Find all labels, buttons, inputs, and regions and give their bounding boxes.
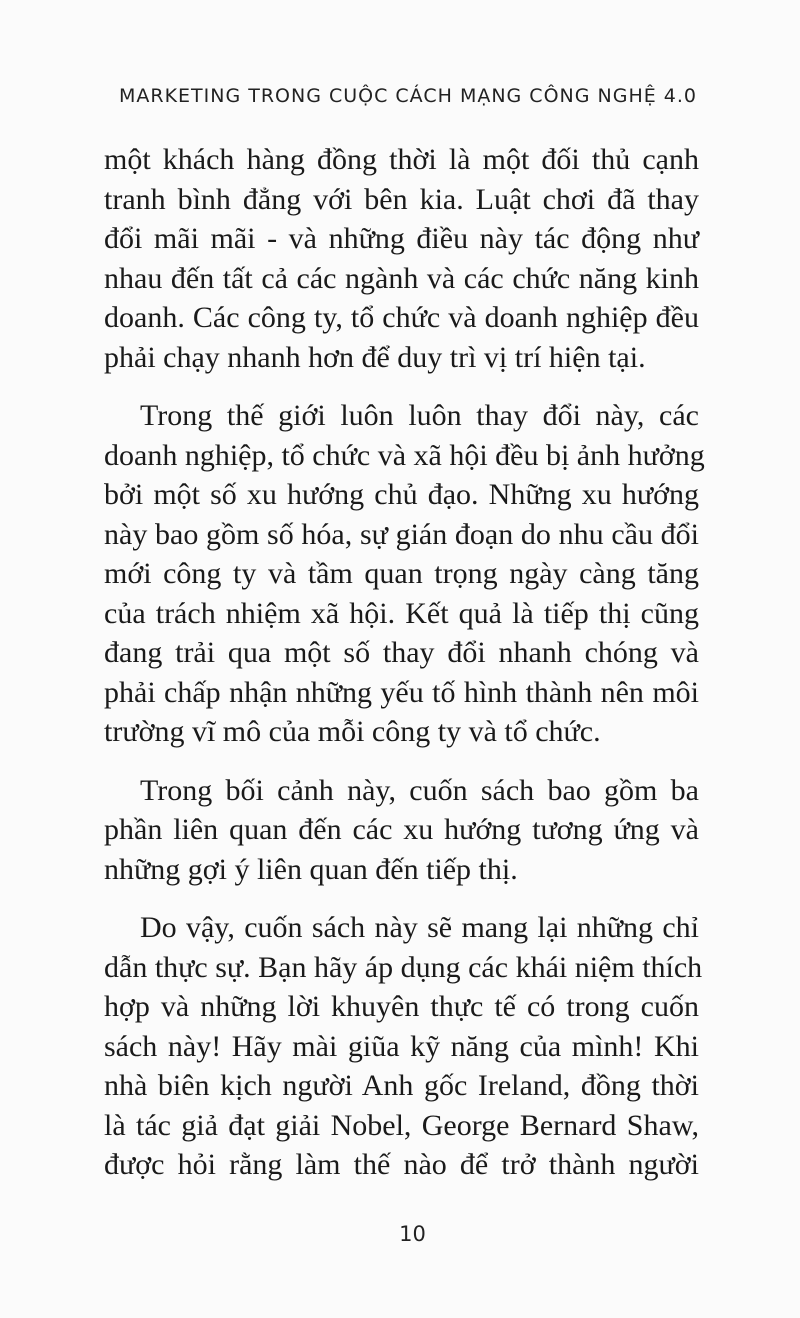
- text-line: phải chấp nhận những yếu tố hình thành nên môi: [104, 675, 699, 709]
- text-line: doanh. Các công ty, tổ chức và doanh nghiệp đều: [104, 301, 699, 334]
- text-line: doanh nghiệp, tổ chức và xã hội đều bị ảnh hưởng: [104, 438, 705, 472]
- paragraph-4: [104, 908, 703, 1185]
- text-line: mới công ty và tầm quan trọng ngày càng tăng: [104, 557, 699, 590]
- text-line: những gợi ý liên quan đến tiếp thị.: [104, 852, 518, 886]
- text-line: nhau đến tất cả các ngành và các chức năng kinh: [104, 261, 699, 295]
- paragraph-1: [104, 140, 699, 377]
- text-line: Trong bối cảnh này, cuốn sách bao gồm ba: [140, 773, 699, 807]
- text-line: phải chạy nhanh hơn để duy trì vị trí hiện tại.: [104, 340, 646, 374]
- paragraph-3: [104, 771, 699, 890]
- text-line: Trong thế giới luôn luôn thay đổi này, các: [140, 399, 699, 432]
- text-line: bởi một số xu hướng chủ đạo. Những xu hướng: [104, 478, 699, 511]
- text-line: là tác giả đạt giải Nobel, George Bernard Shaw,: [104, 1108, 699, 1142]
- page-number: 10: [399, 1222, 426, 1246]
- text-line: hợp và những lời khuyên thực tế có trong cuốn: [104, 990, 699, 1023]
- text-line: đang trải qua một số thay đổi nhanh chóng và: [104, 636, 699, 669]
- text-line: này bao gồm số hóa, sự gián đoạn do nhu cầu đổi: [104, 517, 699, 551]
- running-header: MARKETING TRONG CUỘC CÁCH MẠNG CÔNG NGHỆ 4.0: [119, 85, 697, 107]
- text-line: được hỏi rằng làm thế nào để trở thành người: [104, 1148, 699, 1181]
- body-text: [104, 140, 705, 1204]
- text-line: nhà biên kịch người Anh gốc Ireland, đồng thời: [104, 1069, 699, 1102]
- text-line: của trách nhiệm xã hội. Kết quả là tiếp thị cũng: [104, 596, 699, 630]
- paragraph-2: [104, 396, 705, 752]
- text-line: tranh bình đẳng với bên kia. Luật chơi đã thay: [104, 182, 699, 216]
- text-line: dẫn thực sự. Bạn hãy áp dụng các khái niệm thích: [104, 950, 703, 984]
- text-line: phần liên quan đến các xu hướng tương ứng và: [104, 813, 699, 846]
- text-line: một khách hàng đồng thời là một đối thủ cạnh: [104, 143, 699, 176]
- text-line: sách này! Hãy mài giũa kỹ năng của mình! Khi: [104, 1029, 699, 1063]
- text-line: đổi mãi mãi - và những điều này tác động như: [104, 222, 699, 255]
- text-line: trường vĩ mô của mỗi công ty và tổ chức.: [104, 715, 601, 748]
- text-line: Do vậy, cuốn sách này sẽ mang lại những chỉ: [140, 911, 699, 944]
